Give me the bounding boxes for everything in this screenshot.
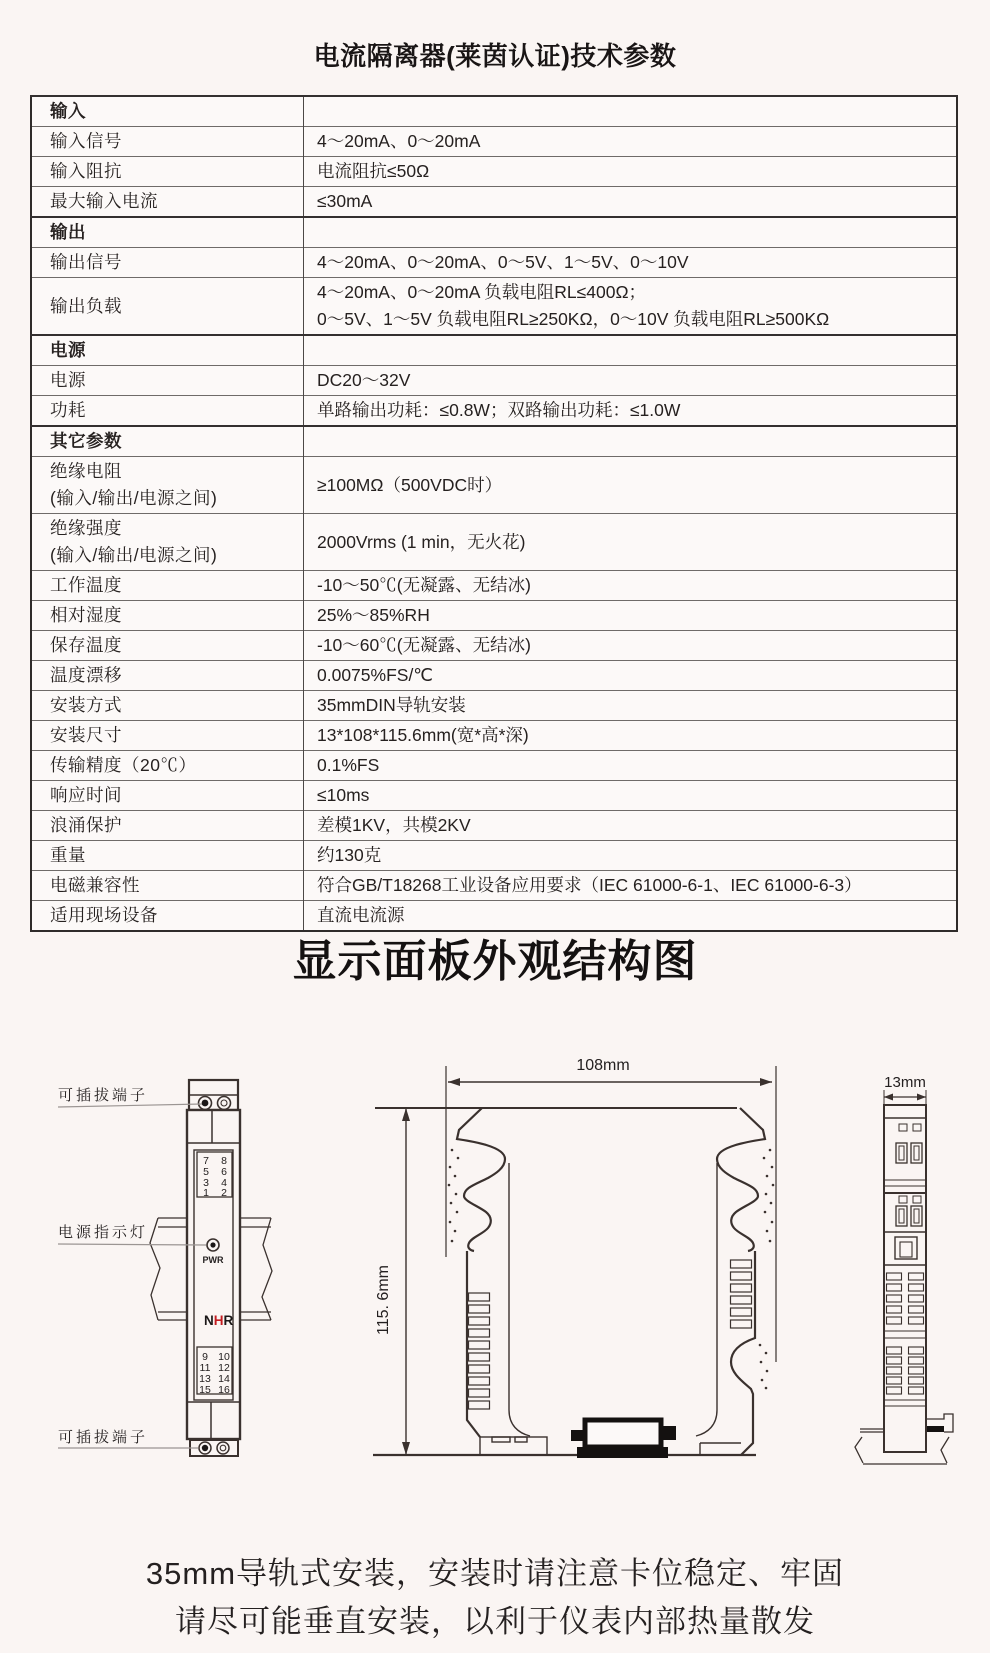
spec-value-line: ≤10ms	[317, 785, 370, 805]
spec-label-cell	[31, 691, 304, 721]
din-rail-right	[240, 1218, 272, 1320]
spec-value-cell	[304, 426, 958, 457]
spec-label-line: 电源	[50, 370, 86, 390]
led-label: PWR	[202, 1255, 224, 1265]
spec-value-line: 2000Vrms (1 min，无火花)	[317, 531, 526, 552]
spec-value-cell	[304, 96, 958, 127]
spec-row	[31, 514, 957, 571]
din-clip	[571, 1420, 676, 1458]
spec-label-line: 输出负载	[50, 295, 122, 316]
spec-value-cell	[304, 396, 958, 427]
spec-label-line: 输出信号	[50, 252, 122, 272]
spec-label-line: 其它参数	[50, 431, 122, 451]
spec-label-cell	[31, 781, 304, 811]
spec-row	[31, 571, 957, 601]
spec-label-line: 绝缘强度	[50, 518, 122, 538]
spec-label-line: 响应时间	[50, 785, 122, 805]
spec-row	[31, 721, 957, 751]
spec-row	[31, 811, 957, 841]
spec-label-line: 温度漂移	[50, 665, 122, 685]
spec-value-cell	[304, 366, 958, 396]
profile-right-contour	[717, 1108, 765, 1251]
spec-value-line: 单路输出功耗：≤0.8W；双路输出功耗：≤1.0W	[317, 400, 681, 420]
spec-row	[31, 781, 957, 811]
front-view	[58, 1080, 272, 1456]
spec-label-cell	[31, 841, 304, 871]
svg-text:5: 5	[203, 1166, 209, 1178]
spec-label-cell	[31, 457, 304, 514]
leader-dot-bottom	[202, 1445, 208, 1451]
spec-label-line: 电磁兼容性	[50, 875, 140, 895]
spec-value-cell	[304, 601, 958, 631]
svg-text:8: 8	[221, 1155, 227, 1167]
spec-label-cell	[31, 871, 304, 901]
top-terminal-block	[189, 1080, 238, 1110]
spec-row	[31, 157, 957, 187]
spec-label-line: 输入信号	[50, 131, 122, 151]
spec-label-cell	[31, 187, 304, 218]
spec-label-line: 保存温度	[50, 635, 122, 655]
spec-value-cell	[304, 514, 958, 571]
spec-row	[31, 366, 957, 396]
svg-text:115. 6mm: 115. 6mm	[375, 1265, 392, 1335]
page-title: 电流隔离器(莱茵认证)技术参数	[313, 41, 677, 71]
profile-left-contour	[457, 1108, 505, 1251]
spec-label-cell	[31, 426, 304, 457]
mounting-foot-left	[480, 1437, 547, 1455]
spec-label-cell	[31, 661, 304, 691]
svg-text:13: 13	[199, 1373, 211, 1385]
structure-drawings	[0, 995, 990, 1475]
spec-label-line: 输出	[50, 222, 86, 242]
spec-label-line: 相对湿度	[50, 605, 122, 625]
spec-value-line: ≥100MΩ（500VDC时）	[317, 474, 503, 495]
spec-label-cell	[31, 396, 304, 427]
label-power-led: 电源指示灯	[58, 1224, 149, 1241]
spec-label-cell	[31, 571, 304, 601]
spec-row	[31, 248, 957, 278]
mounting-foot-right	[700, 1443, 741, 1455]
spec-section-row	[31, 426, 957, 457]
spec-label-line: 安装方式	[50, 695, 122, 715]
spec-label-cell	[31, 157, 304, 187]
spec-value-line: 0.1%FS	[317, 755, 380, 775]
install-note-line2: 请尽可能垂直安装，以利于仪表内部热量散发	[175, 1604, 815, 1639]
spec-label-cell	[31, 751, 304, 781]
spec-value-cell	[304, 811, 958, 841]
profile-right-inner	[696, 1163, 717, 1436]
spec-row	[31, 601, 957, 631]
install-note-line1: 35mm导轨式安装，安装时请注意卡位稳定、牢固	[145, 1556, 845, 1591]
spec-label-cell	[31, 248, 304, 278]
spec-table	[30, 95, 958, 932]
spec-label-cell	[31, 514, 304, 571]
dot-trail-right-lower	[759, 1344, 769, 1390]
spec-value-line: 35mmDIN导轨安装	[317, 695, 466, 715]
spec-value-cell	[304, 157, 958, 187]
spec-row	[31, 187, 957, 218]
spec-label-cell	[31, 217, 304, 248]
spec-value-line: ≤30mA	[317, 191, 373, 211]
spec-value-cell	[304, 721, 958, 751]
spec-value-cell	[304, 248, 958, 278]
spec-label-cell	[31, 721, 304, 751]
section-title-structure: 显示面板外观结构图	[292, 937, 698, 986]
spec-value-line: 25%～85%RH	[317, 605, 430, 625]
spec-label-line: 重量	[50, 845, 86, 865]
spec-label-line: 输入阻抗	[50, 161, 122, 181]
spec-value-cell	[304, 187, 958, 218]
spec-value-cell	[304, 127, 958, 157]
spec-value-line: 13*108*115.6mm(宽*高*深)	[317, 725, 529, 745]
spec-label-line: 传输精度（20℃）	[50, 755, 197, 775]
spec-value-line: 直流电流源	[317, 905, 405, 925]
spec-value-line: 约130克	[317, 845, 382, 865]
spec-label-cell	[31, 631, 304, 661]
spec-label-cell	[31, 127, 304, 157]
spec-row	[31, 396, 957, 427]
spec-label-line: (输入/输出/电源之间)	[50, 545, 218, 565]
brand-logo: NHR	[204, 1313, 234, 1328]
spec-value-cell	[304, 781, 958, 811]
spec-label-line: (输入/输出/电源之间)	[50, 488, 218, 508]
svg-text:12: 12	[218, 1362, 230, 1374]
spec-row	[31, 691, 957, 721]
svg-text:7: 7	[203, 1155, 209, 1167]
narrow-side-view	[855, 1074, 953, 1464]
spec-value-cell	[304, 751, 958, 781]
spec-row	[31, 661, 957, 691]
svg-text:14: 14	[218, 1373, 230, 1385]
spec-value-line: 符合GB/T18268工业设备应用要求（IEC 61000-6-1、IEC 61000-6-3）	[317, 875, 862, 895]
label-bottom-terminal: 可插拔端子	[58, 1429, 149, 1446]
spec-value-line: DC20～32V	[317, 370, 411, 390]
svg-text:10: 10	[218, 1351, 230, 1363]
svg-text:15: 15	[199, 1384, 211, 1396]
vent-slats-right	[731, 1260, 752, 1328]
spec-section-row	[31, 96, 957, 127]
spec-row	[31, 278, 957, 336]
spec-value-line: 电流阻抗≤50Ω	[317, 161, 430, 181]
spec-row	[31, 841, 957, 871]
spec-label-line: 绝缘电阻	[50, 461, 122, 481]
spec-section-row	[31, 335, 957, 366]
leader-dot-top	[202, 1100, 209, 1107]
svg-text:13mm: 13mm	[884, 1074, 926, 1091]
spec-section-row	[31, 217, 957, 248]
spec-label-line: 浪涌保护	[50, 815, 122, 835]
spec-value-line: 4～20mA、0～20mA	[317, 131, 481, 151]
side-view	[373, 1057, 776, 1458]
spec-value-cell	[304, 217, 958, 248]
spec-value-cell	[304, 631, 958, 661]
svg-text:9: 9	[202, 1351, 208, 1363]
spec-row	[31, 871, 957, 901]
spec-value-line: 差模1KV，共模2KV	[317, 815, 471, 835]
width-dimension	[446, 1057, 776, 1362]
svg-text:108mm: 108mm	[576, 1057, 630, 1074]
svg-text:11: 11	[199, 1362, 211, 1374]
spec-label-line: 工作温度	[50, 575, 122, 595]
spec-label-cell	[31, 366, 304, 396]
spec-value-cell	[304, 841, 958, 871]
spec-label-line: 输入	[50, 101, 86, 121]
dot-trail-left	[448, 1149, 460, 1243]
spec-value-line: 0.0075%FS/℃	[317, 665, 433, 685]
svg-text:3: 3	[203, 1177, 209, 1189]
profile-left-inner	[509, 1163, 530, 1436]
label-top-terminal: 可插拔端子	[58, 1087, 149, 1104]
vent-slats-left	[469, 1293, 490, 1409]
spec-table-body	[31, 96, 957, 931]
svg-text:6: 6	[221, 1166, 227, 1178]
spec-label-cell	[31, 811, 304, 841]
spec-row	[31, 457, 957, 514]
svg-text:4: 4	[221, 1177, 227, 1189]
spec-value-line: -10～50℃(无凝露、无结冰)	[317, 575, 531, 595]
spec-value-cell	[304, 691, 958, 721]
spec-label-line: 功耗	[50, 400, 86, 420]
svg-text:16: 16	[218, 1384, 230, 1396]
spec-value-cell	[304, 871, 958, 901]
spec-label-line: 电源	[50, 340, 86, 360]
spec-value-line: 0～5V、1～5V 负载电阻RL≥250KΩ，0～10V 负载电阻RL≥500KΩ	[317, 309, 830, 329]
spec-value-line: -10～60℃(无凝露、无结冰)	[317, 635, 531, 655]
spec-value-line: 4～20mA、0～20mA、0～5V、1～5V、0～10V	[317, 252, 689, 272]
leader-lines	[58, 1104, 206, 1448]
din-rail-left	[150, 1218, 187, 1320]
spec-value-cell	[304, 661, 958, 691]
structure-drawing-svg	[0, 995, 990, 1475]
spec-row	[31, 631, 957, 661]
profile-right-edge	[731, 1251, 755, 1455]
spec-value-cell	[304, 571, 958, 601]
spec-row	[31, 127, 957, 157]
spec-label-cell	[31, 601, 304, 631]
dot-trail-right	[763, 1149, 775, 1243]
spec-label-cell	[31, 335, 304, 366]
spec-label-line: 最大输入电流	[50, 191, 158, 211]
spec-value-cell	[304, 335, 958, 366]
svg-text:1: 1	[203, 1187, 209, 1199]
spec-label-cell	[31, 96, 304, 127]
spec-label-line: 适用现场设备	[50, 905, 158, 925]
spec-row	[31, 751, 957, 781]
spec-value-line: 4～20mA、0～20mA 负载电阻RL≤400Ω；	[317, 282, 647, 302]
spec-value-cell	[304, 457, 958, 514]
height-dimension	[375, 1108, 410, 1455]
spec-label-cell	[31, 278, 304, 336]
svg-text:2: 2	[221, 1187, 227, 1199]
spec-label-line: 安装尺寸	[50, 725, 122, 745]
spec-value-cell	[304, 278, 958, 336]
